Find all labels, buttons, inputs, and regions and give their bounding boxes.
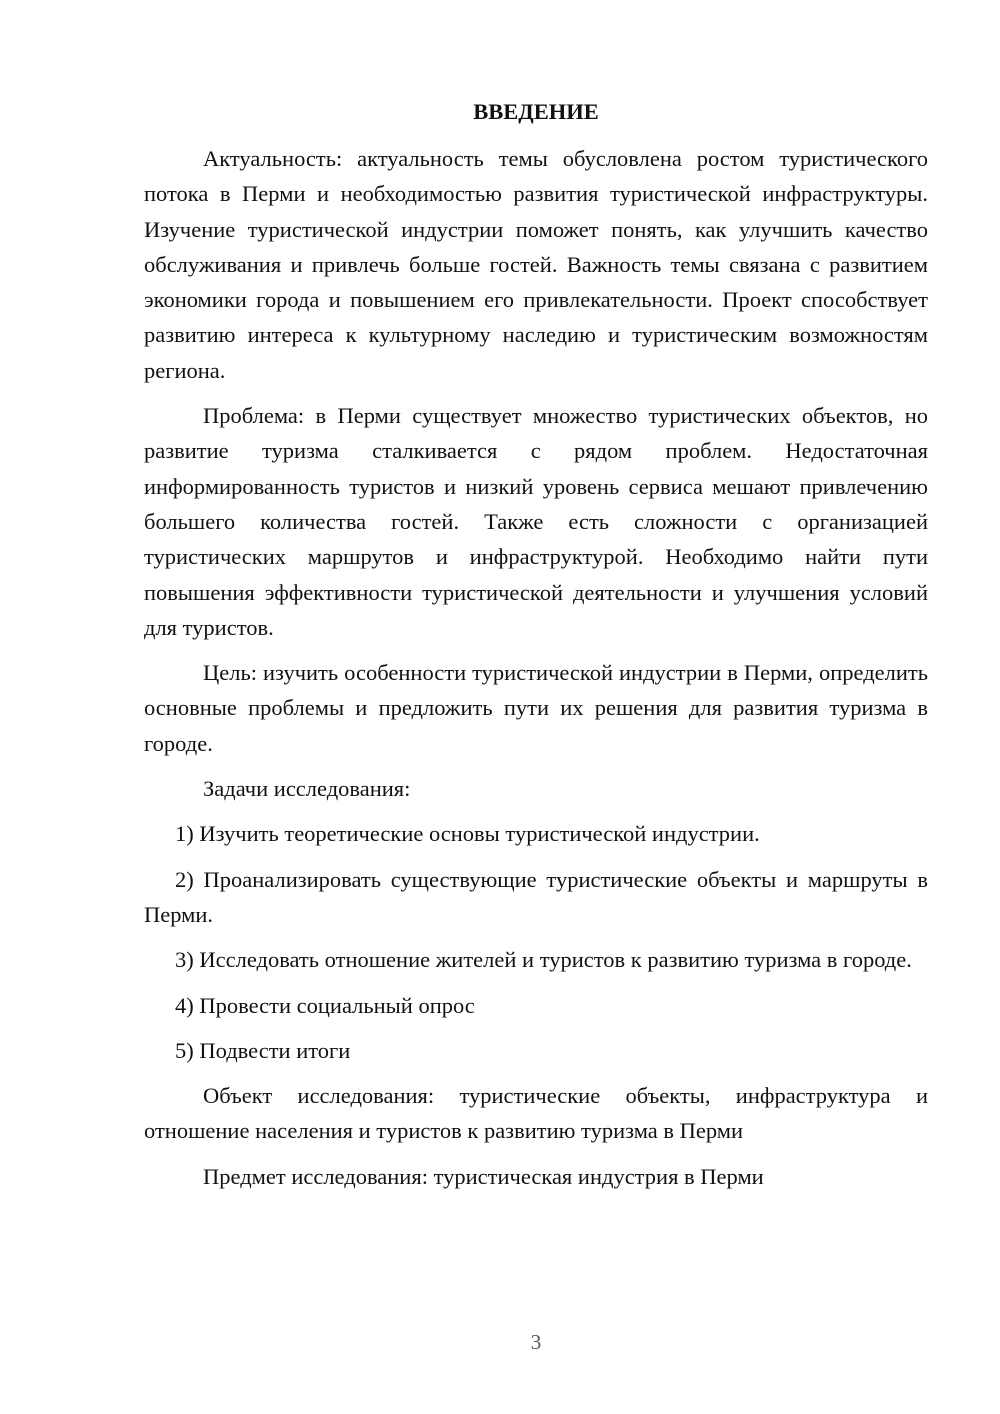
object-paragraph: Объект исследования: туристические объекты, инфраструктура и отношение населения и туристов к развитию туризма в Перми bbox=[144, 1083, 928, 1144]
tasks-title: Задачи исследования: bbox=[203, 776, 411, 802]
goal-paragraph: Цель: изучить особенности туристической индустрии в Перми, определить основные проблемы и предложить пути их решения для развития туризма в городе. bbox=[144, 660, 928, 756]
relevance-paragraph: Актуальность: актуальность темы обусловлена ростом туристического потока в Перми и необходимостью развития туристической инфраструктуры. Изучение туристической индустрии поможет понять, как улучшить качество обслуживания и привлечь больше гостей. Важность темы связана с развитием экономики города и повышением его привлекательности. Проект способствует развитию интереса к культурному наследию и туристическим возможностям региона. bbox=[144, 146, 928, 383]
task-item-2: 2) Проанализировать существующие туристические объекты и маршруты в Перми. bbox=[144, 866, 928, 927]
task-item-5: 5) Подвести итоги bbox=[175, 1037, 351, 1063]
page-number: 3 bbox=[530, 1330, 542, 1354]
subject-paragraph: Предмет исследования: туристическая индустрия в Перми bbox=[203, 1163, 764, 1189]
page-body bbox=[144, 94, 928, 1204]
task-item-3: 3) Исследовать отношение жителей и туристов к развитию туризма в городе. bbox=[175, 947, 912, 973]
task-item-4: 4) Провести социальный опрос bbox=[175, 992, 475, 1018]
section-heading: ВВЕДЕНИЕ bbox=[473, 99, 599, 124]
problem-paragraph: Проблема: в Перми существует множество туристических объектов, но развитие туризма сталкивается с рядом проблем. Недостаточная информированность туристов и низкий уровень сервиса мешают привлечению большего количества гостей. Также есть сложности с организацией туристических маршрутов и инфраструктурой. Необходимо найти пути повышения эффективности туристической деятельности и улучшения условий для туристов. bbox=[144, 403, 928, 640]
task-item-1: 1) Изучить теоретические основы туристической индустрии. bbox=[175, 821, 760, 847]
